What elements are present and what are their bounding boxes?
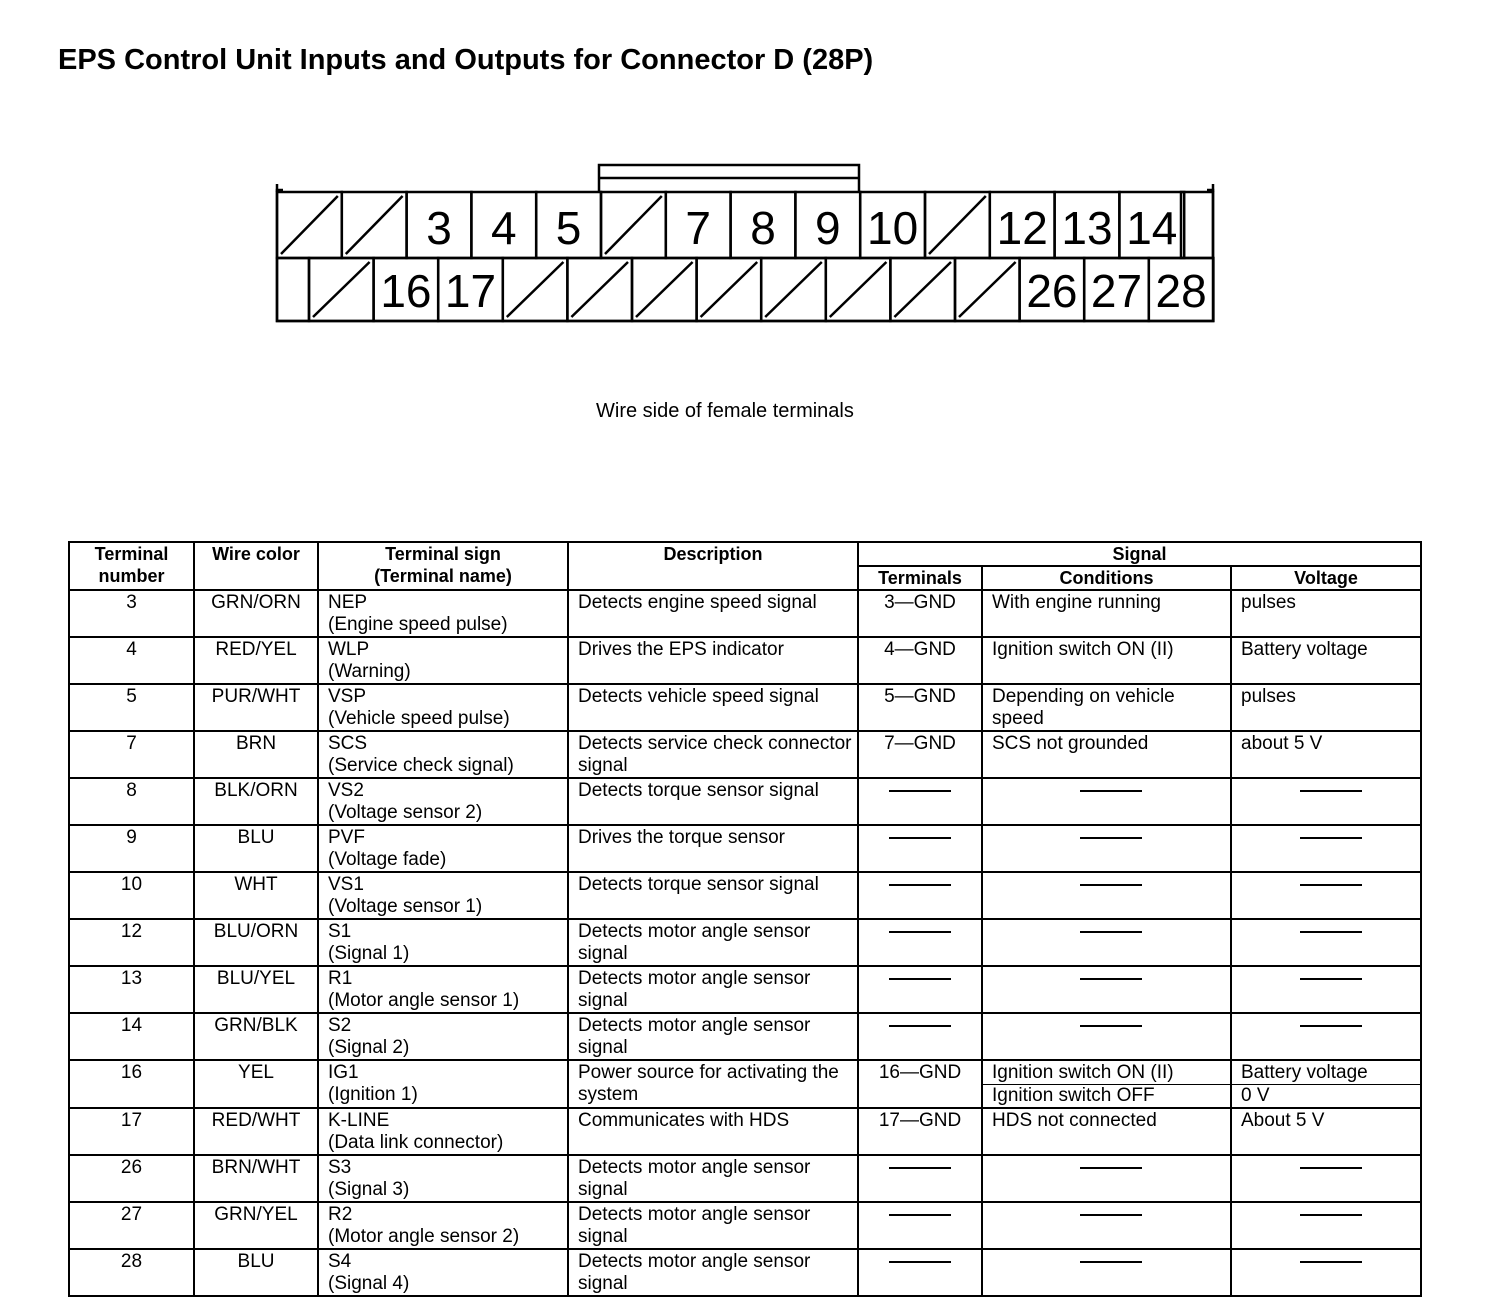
signal-condition: Ignition switch OFF [992,1085,1155,1106]
signal-terminals: 16—GND [878,1062,962,1083]
wire-color: BLU [237,827,275,848]
empty-dash [1300,1167,1362,1169]
terminal-sign: PVF [328,827,365,848]
table-row [69,590,1421,637]
page-title: EPS Control Unit Inputs and Outputs for Connector D (28P) [58,44,874,76]
cell-wire-color [194,919,318,966]
terminal-pin-label: 17 [444,265,497,317]
cell-signal-conditions [982,872,1231,919]
cell-terminal-number [69,1013,194,1060]
wire-color: RED/YEL [215,639,297,660]
cell-signal-voltage [1231,684,1421,731]
description: Power source for activating the system [578,1062,839,1105]
terminal-number: 17 [120,1110,143,1131]
cell-signal-terminals [858,731,982,778]
empty-dash [889,790,951,792]
terminal-pin-label: 27 [1090,265,1143,317]
table-row [69,825,1421,872]
description: Detects motor angle sensor signal [578,1015,811,1058]
header-description: Description [568,542,858,590]
terminal-name: (Motor angle sensor 2) [328,1226,520,1247]
cell-wire-color [194,1249,318,1296]
terminal-name: (Service check signal) [328,755,514,776]
cell-wire-color [194,637,318,684]
empty-cavity-slash [894,262,951,317]
empty-cavity-slash [571,262,628,317]
description: Detects motor angle sensor signal [578,921,811,964]
cell-wire-color [194,778,318,825]
cell-wire-color [194,966,318,1013]
cell-signal-conditions [982,1013,1231,1060]
cell-description [568,1013,858,1060]
cell-description [568,637,858,684]
empty-dash [1080,1261,1142,1263]
wire-color: BRN [235,733,277,754]
empty-dash [1300,978,1362,980]
empty-cavity-slash [605,196,662,254]
signal-condition: Ignition switch ON (II) [992,639,1174,660]
cell-terminal-number [69,1060,194,1108]
cell-description [568,684,858,731]
terminal-pin-label: 12 [996,202,1048,254]
cell-terminal-sign [318,637,568,684]
wire-color: GRN/YEL [214,1204,298,1225]
cell-terminal-number [69,590,194,637]
cell-description [568,1249,858,1296]
cell-terminal-number [69,731,194,778]
cell-description [568,825,858,872]
terminal-sign: S1 [328,921,352,942]
cell-terminal-number [69,684,194,731]
cell-signal-voltage [1231,1060,1421,1108]
header-conditions: Conditions [982,566,1231,590]
header-wire-color: Wire color [194,542,318,590]
empty-dash [1080,931,1142,933]
cell-terminal-sign [318,590,568,637]
empty-dash [889,884,951,886]
terminal-number: 5 [126,686,137,707]
cell-description [568,872,858,919]
cell-terminal-number [69,825,194,872]
signal-voltage: Battery voltage [1232,1062,1420,1085]
empty-dash [1080,978,1142,980]
terminal-sign: S2 [328,1015,352,1036]
cell-terminal-number [69,637,194,684]
cell-description [568,1108,858,1155]
table-row [69,872,1421,919]
empty-dash [1080,790,1142,792]
terminal-sign: K-LINE [328,1110,390,1131]
signal-voltage: About 5 V [1241,1110,1325,1131]
cell-wire-color [194,825,318,872]
terminal-name: (Signal 2) [328,1037,410,1058]
cell-signal-terminals [858,1202,982,1249]
terminal-name: (Motor angle sensor 1) [328,990,520,1011]
cell-terminal-number [69,1249,194,1296]
connector-cell-blank [277,258,309,321]
empty-dash [1300,790,1362,792]
cell-wire-color [194,1155,318,1202]
wire-color: BLU [237,1251,275,1272]
empty-dash [889,1025,951,1027]
cell-terminal-sign [318,1202,568,1249]
cell-terminal-sign [318,778,568,825]
empty-dash [1080,1214,1142,1216]
signal-condition: SCS not grounded [992,733,1149,754]
terminal-sign: S4 [328,1251,352,1272]
cell-terminal-number [69,966,194,1013]
signal-voltage: pulses [1241,592,1296,613]
table-row [69,1108,1421,1155]
terminal-name: (Warning) [328,661,411,682]
terminal-sign: SCS [328,733,368,754]
cell-terminal-sign [318,1060,568,1108]
cell-signal-conditions [982,966,1231,1013]
empty-cavity-slash [830,262,887,317]
terminal-sign: IG1 [328,1062,359,1083]
terminal-number: 9 [126,827,137,848]
cell-terminal-sign [318,966,568,1013]
signal-voltage: 0 V [1241,1085,1270,1106]
cell-signal-conditions [982,778,1231,825]
signal-terminals: 5—GND [884,686,956,707]
cell-signal-voltage [1231,731,1421,778]
empty-dash [889,1214,951,1216]
table-row [69,919,1421,966]
header-voltage: Voltage [1231,566,1421,590]
empty-dash [889,837,951,839]
empty-dash [1300,1261,1362,1263]
cell-wire-color [194,731,318,778]
terminal-number: 16 [120,1062,143,1083]
cell-signal-terminals [858,1108,982,1155]
cell-signal-conditions [982,1202,1231,1249]
terminal-name: (Signal 4) [328,1273,410,1294]
connector-caption: Wire side of female terminals [596,400,854,422]
cell-terminal-number [69,1155,194,1202]
cell-signal-voltage [1231,778,1421,825]
cell-terminal-sign [318,825,568,872]
cell-terminal-number [69,919,194,966]
cell-signal-voltage [1231,637,1421,684]
cell-signal-voltage [1231,1155,1421,1202]
cell-description [568,778,858,825]
description: Detects motor angle sensor signal [578,1157,811,1200]
cell-signal-conditions [982,1249,1231,1296]
cell-signal-voltage [1231,590,1421,637]
cell-description [568,590,858,637]
cell-signal-terminals [858,872,982,919]
cell-signal-voltage [1231,825,1421,872]
empty-dash [1300,931,1362,933]
terminal-pin-label: 4 [491,202,517,254]
description: Detects engine speed signal [578,592,817,613]
cell-signal-terminals [858,684,982,731]
wire-color: RED/WHT [211,1110,301,1131]
empty-dash [889,978,951,980]
terminal-name: (Signal 3) [328,1179,410,1200]
table-row [69,684,1421,731]
cell-signal-conditions [982,825,1231,872]
cell-wire-color [194,590,318,637]
terminal-number: 4 [126,639,137,660]
terminal-pin-label: 9 [815,202,841,254]
terminal-name: (Signal 1) [328,943,410,964]
empty-dash [1300,837,1362,839]
empty-dash [1300,1214,1362,1216]
empty-cavity-slash [701,262,758,317]
terminal-pin-label: 3 [426,202,452,254]
cell-signal-voltage [1231,1013,1421,1060]
cell-terminal-number [69,1202,194,1249]
terminal-name: (Data link connector) [328,1132,504,1153]
cell-terminal-number [69,778,194,825]
empty-dash [1080,1167,1142,1169]
terminal-name: (Voltage sensor 2) [328,802,483,823]
terminal-sign: WLP [328,639,370,660]
signal-terminals: 4—GND [884,639,956,660]
description: Detects torque sensor signal [578,874,819,895]
terminal-name: (Engine speed pulse) [328,614,508,635]
signal-condition: With engine running [992,592,1161,613]
description: Detects vehicle speed signal [578,686,819,707]
table-row [69,1202,1421,1249]
header-terminal-sign [318,542,568,590]
cell-signal-terminals [858,1060,982,1108]
empty-dash [1080,1025,1142,1027]
cell-wire-color [194,1060,318,1108]
header-terminal-number: Terminal number [69,542,194,590]
empty-cavity-slash [959,262,1016,317]
terminal-name: (Ignition 1) [328,1084,418,1105]
empty-dash [889,1261,951,1263]
terminal-pin-label: 8 [750,202,776,254]
cell-signal-terminals [858,637,982,684]
terminal-name: (Voltage fade) [328,849,447,870]
cell-signal-terminals [858,1013,982,1060]
wire-color: YEL [238,1062,274,1083]
terminal-number: 27 [120,1204,143,1225]
terminal-pin-label: 5 [555,202,582,254]
table-row [69,1013,1421,1060]
signal-voltage: about 5 V [1241,733,1323,754]
wire-color: WHT [234,874,278,895]
terminal-sign: NEP [328,592,368,613]
terminal-sign: R1 [328,968,353,989]
cell-signal-conditions [982,1108,1231,1155]
cell-signal-conditions [982,684,1231,731]
header-terminal-sign-label: Terminal sign [385,544,501,564]
table-row [69,966,1421,1013]
cell-signal-terminals [858,966,982,1013]
wire-color: BLU/YEL [216,968,296,989]
description: Detects motor angle sensor signal [578,968,811,1011]
terminal-pin-label: 26 [1026,265,1078,317]
cell-signal-terminals [858,778,982,825]
cell-signal-terminals [858,1155,982,1202]
header-signal: Signal [858,542,1421,566]
cell-description [568,1202,858,1249]
cell-signal-conditions [982,731,1231,778]
cell-terminal-sign [318,684,568,731]
cell-signal-terminals [858,919,982,966]
description: Communicates with HDS [578,1110,790,1131]
terminal-sign: VS1 [328,874,364,895]
empty-dash [1080,837,1142,839]
cell-signal-terminals [858,590,982,637]
terminal-name: (Vehicle speed pulse) [328,708,510,729]
table-row [69,1155,1421,1202]
terminal-number: 26 [120,1157,143,1178]
terminal-name: (Voltage sensor 1) [328,896,483,917]
cell-description [568,1155,858,1202]
cell-terminal-sign [318,1013,568,1060]
terminal-pin-label: 13 [1061,202,1113,254]
empty-cavity-slash [281,196,338,254]
empty-dash [889,1167,951,1169]
terminal-number: 10 [120,874,143,895]
cell-signal-voltage [1231,1249,1421,1296]
terminal-number: 7 [126,733,137,754]
cell-signal-terminals [858,825,982,872]
empty-dash [1300,1025,1362,1027]
empty-cavity-slash [765,262,822,317]
signal-condition: HDS not connected [992,1110,1157,1131]
wire-color: BRN/WHT [211,1157,301,1178]
terminal-sign: VSP [328,686,367,707]
terminal-sign: VS2 [328,780,364,801]
cell-description [568,966,858,1013]
cell-signal-conditions [982,590,1231,637]
terminal-number: 14 [120,1015,143,1036]
terminal-number: 12 [120,921,143,942]
cell-terminal-number [69,872,194,919]
description: Drives the torque sensor [578,827,785,848]
wire-color: BLU/ORN [213,921,299,942]
empty-dash [889,931,951,933]
empty-dash [1300,884,1362,886]
cell-signal-voltage [1231,1108,1421,1155]
signal-voltage: pulses [1241,686,1296,707]
connector-diagram [0,0,1504,400]
header-terminal-name-label: (Terminal name) [374,566,512,586]
cell-signal-voltage [1231,919,1421,966]
table-row [69,637,1421,684]
table-row [69,1060,1421,1108]
cell-description [568,919,858,966]
cell-terminal-sign [318,872,568,919]
cell-terminal-sign [318,1249,568,1296]
wire-color: PUR/WHT [211,686,301,707]
wire-color: BLK/ORN [214,780,298,801]
cell-terminal-sign [318,731,568,778]
io-table [68,541,1422,1297]
description: Detects motor angle sensor signal [578,1251,811,1294]
cell-wire-color [194,1013,318,1060]
description: Detects motor angle sensor signal [578,1204,811,1247]
empty-cavity-slash [313,262,370,317]
cell-description [568,731,858,778]
cell-wire-color [194,1202,318,1249]
terminal-sign: R2 [328,1204,353,1225]
empty-cavity-slash [507,262,564,317]
signal-voltage: Battery voltage [1241,639,1368,660]
signal-condition: Depending on vehicle speed [992,686,1175,729]
terminal-pin-label: 16 [380,265,432,317]
connector-cell-blank [1181,192,1213,258]
cell-signal-voltage [1231,966,1421,1013]
terminal-pin-label: 14 [1126,202,1178,254]
description: Detects torque sensor signal [578,780,819,801]
cell-terminal-sign [318,1155,568,1202]
cell-signal-conditions [982,1155,1231,1202]
terminal-number: 28 [120,1251,143,1272]
empty-cavity-slash [346,196,403,254]
cell-wire-color [194,872,318,919]
cell-wire-color [194,1108,318,1155]
header-terminals: Terminals [858,566,982,590]
table-row [69,778,1421,825]
terminal-pin-label: 28 [1155,265,1207,317]
empty-dash [1080,884,1142,886]
signal-terminals: 7—GND [884,733,956,754]
table-row [69,1249,1421,1296]
terminal-pin-label: 7 [685,202,711,254]
signal-terminals: 17—GND [878,1110,962,1131]
signal-condition: Ignition switch ON (II) [983,1062,1230,1085]
signal-terminals: 3—GND [884,592,956,613]
terminal-number: 3 [126,592,137,613]
cell-wire-color [194,684,318,731]
terminal-pin-label: 10 [867,202,919,254]
cell-terminal-sign [318,1108,568,1155]
wire-color: GRN/BLK [214,1015,298,1036]
cell-signal-terminals [858,1249,982,1296]
cell-signal-conditions [982,919,1231,966]
description: Drives the EPS indicator [578,639,784,660]
cell-description [568,1060,858,1108]
table-row [69,731,1421,778]
empty-cavity-slash [929,196,986,254]
wire-color: GRN/ORN [211,592,301,613]
cell-signal-voltage [1231,872,1421,919]
description: Detects service check connector signal [578,733,852,776]
cell-signal-voltage [1231,1202,1421,1249]
cell-signal-conditions [982,637,1231,684]
terminal-number: 13 [120,968,143,989]
cell-signal-conditions [982,1060,1231,1108]
cell-terminal-number [69,1108,194,1155]
terminal-number: 8 [126,780,137,801]
terminal-sign: S3 [328,1157,352,1178]
empty-cavity-slash [636,262,693,317]
cell-terminal-sign [318,919,568,966]
